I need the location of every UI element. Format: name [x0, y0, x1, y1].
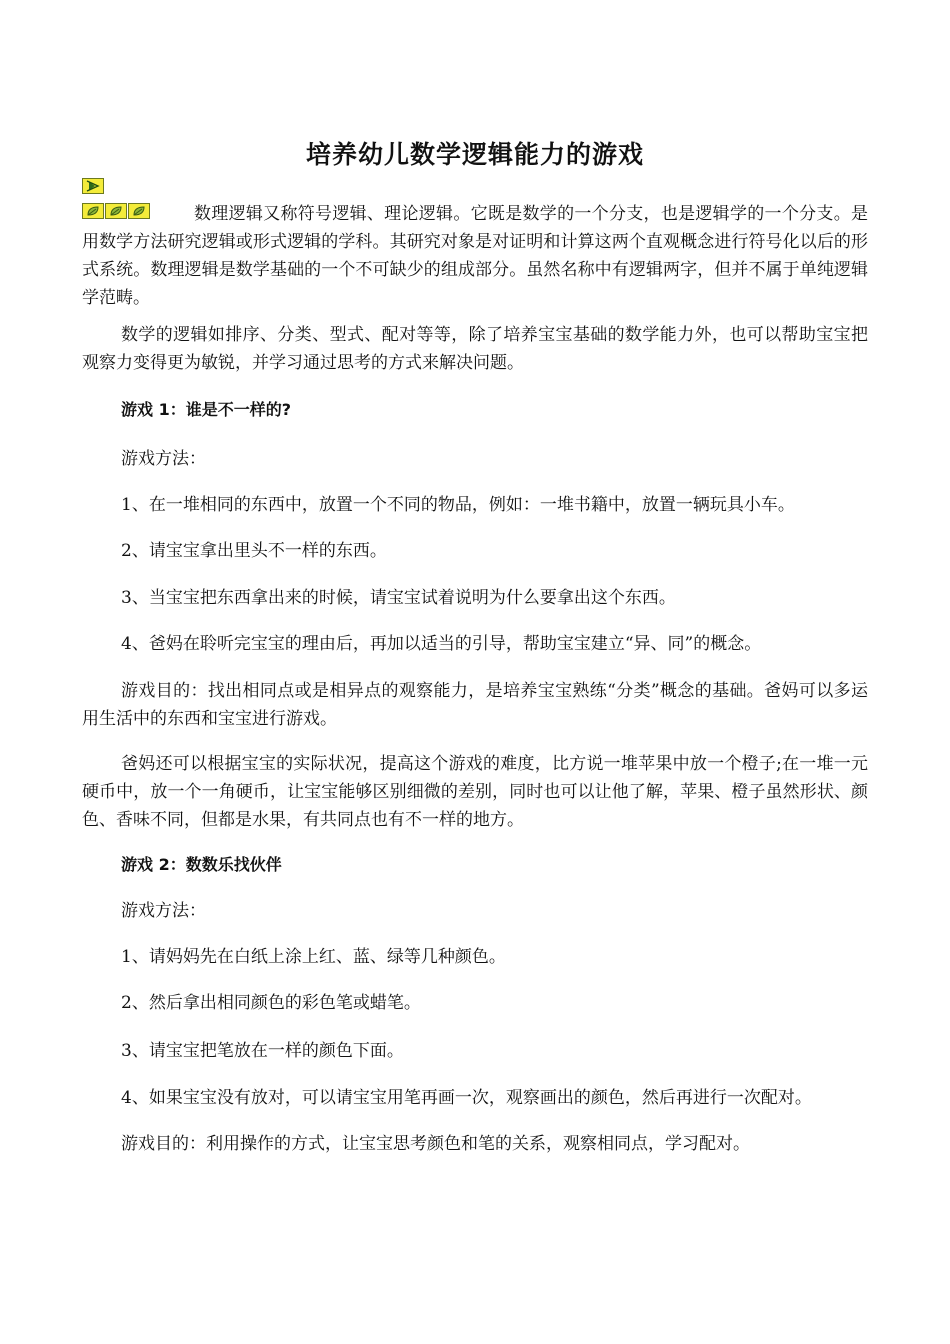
- icon-row-top: [82, 178, 104, 194]
- section-heading-game-2: 游戏 2：数数乐找伙伴: [121, 855, 282, 874]
- step-item: 3、请宝宝把笔放在一样的颜色下面。: [121, 1041, 404, 1061]
- section-heading-game-1: 游戏 1：谁是不一样的?: [121, 400, 291, 419]
- page-title: 培养幼儿数学逻辑能力的游戏: [305, 140, 644, 169]
- step-item: 3、当宝宝把东西拿出来的时候，请宝宝试着说明为什么要拿出这个东西。: [121, 588, 676, 608]
- paragraph-intro: 数理逻辑又称符号逻辑、理论逻辑。它既是数学的一个分支，也是逻辑学的一个分支。是用数学方法研究逻辑或形式逻辑的学科。其研究对象是对证明和计算这两个直观概念进行符号化以后的形式系统。数理逻辑是数学基础的一个不可缺少的组成部分。虽然名称中有逻辑两字，但并不属于单纯逻辑学范畴。: [82, 204, 868, 308]
- step-item: 1、在一堆相同的东西中，放置一个不同的物品，例如：一堆书籍中，放置一辆玩具小车。: [121, 495, 795, 515]
- document-page: [82, 0, 868, 1344]
- step-item: 4、如果宝宝没有放对，可以请宝宝用笔再画一次，观察画出的颜色，然后再进行一次配对。: [121, 1088, 812, 1108]
- step-item: 4、爸妈在聆听完宝宝的理由后，再加以适当的引导，帮助宝宝建立“异、同”的概念。: [121, 634, 762, 654]
- step-item: 2、然后拿出相同颜色的彩色笔或蜡笔。: [121, 993, 421, 1013]
- method-label: 游戏方法：: [121, 901, 206, 921]
- purpose-paragraph: 游戏目的：利用操作的方式，让宝宝思考颜色和笔的关系，观察相同点，学习配对。: [121, 1134, 750, 1154]
- document-arrow-icon: [82, 178, 104, 194]
- purpose-paragraph: 游戏目的：找出相同点或是相异点的观察能力，是培养宝宝熟练“分类”概念的基础。爸妈可以多运用生活中的东西和宝宝进行游戏。: [82, 681, 868, 729]
- paragraph-extension: 爸妈还可以根据宝宝的实际状况，提高这个游戏的难度，比方说一堆苹果中放一个橙子;在一堆一元硬币中，放一个一角硬币，让宝宝能够区别细微的差别，同时也可以让他了解，苹果、橙子虽然形状、颜色、香味不同，但都是水果，有共同点也有不一样的地方。: [82, 754, 868, 830]
- method-label: 游戏方法：: [121, 449, 206, 469]
- step-item: 1、请妈妈先在白纸上涂上红、蓝、绿等几种颜色。: [121, 947, 506, 967]
- paragraph-logic: 数学的逻辑如排序、分类、型式、配对等等，除了培养宝宝基础的数学能力外，也可以帮助宝宝把观察力变得更为敏锐，并学习通过思考的方式来解决问题。: [82, 325, 868, 373]
- step-item: 2、请宝宝拿出里头不一样的东西。: [121, 541, 387, 561]
